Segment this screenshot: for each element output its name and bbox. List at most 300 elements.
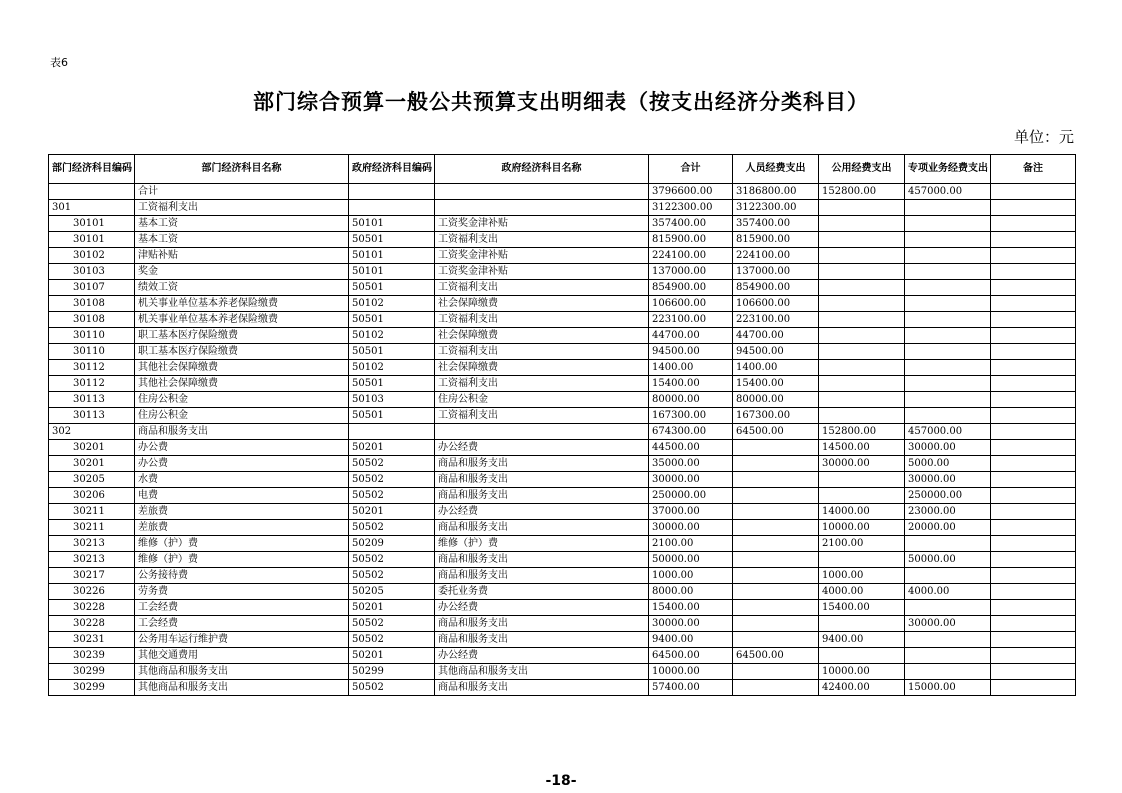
table-row (49, 232, 1076, 248)
cell-total: 815900.00 (649, 232, 733, 248)
cell-personnel (733, 472, 819, 488)
cell-gov-code (349, 200, 435, 216)
cell-gov-code: 50501 (349, 232, 435, 248)
unit-label: 单位：元 (1013, 128, 1074, 146)
cell-dept-name: 公务接待费 (135, 568, 349, 584)
cell-special (905, 648, 991, 664)
cell-gov-code: 50501 (349, 376, 435, 392)
cell-remark (991, 456, 1076, 472)
cell-total: 80000.00 (649, 392, 733, 408)
cell-gov-code: 50201 (349, 504, 435, 520)
header-remark: 备注 (991, 155, 1076, 184)
cell-total: 224100.00 (649, 248, 733, 264)
cell-special: 23000.00 (905, 504, 991, 520)
cell-public (819, 296, 905, 312)
cell-dept-name: 其他商品和服务支出 (135, 680, 349, 696)
cell-personnel: 106600.00 (733, 296, 819, 312)
cell-public (819, 264, 905, 280)
cell-public: 9400.00 (819, 632, 905, 648)
cell-total: 2100.00 (649, 536, 733, 552)
cell-dept-name: 奖金 (135, 264, 349, 280)
cell-total: 3122300.00 (649, 200, 733, 216)
cell-special (905, 664, 991, 680)
cell-total: 357400.00 (649, 216, 733, 232)
table-row (49, 216, 1076, 232)
cell-remark (991, 344, 1076, 360)
cell-public: 14500.00 (819, 440, 905, 456)
cell-remark (991, 184, 1076, 200)
cell-gov-name: 工资福利支出 (435, 232, 649, 248)
cell-gov-name: 办公经费 (435, 648, 649, 664)
cell-gov-code: 50205 (349, 584, 435, 600)
cell-dept-code: 30231 (49, 632, 135, 648)
table-row (49, 424, 1076, 440)
cell-total: 106600.00 (649, 296, 733, 312)
cell-dept-name: 维修（护）费 (135, 536, 349, 552)
cell-gov-code: 50501 (349, 344, 435, 360)
cell-personnel: 815900.00 (733, 232, 819, 248)
cell-total: 44500.00 (649, 440, 733, 456)
cell-remark (991, 200, 1076, 216)
cell-dept-code: 30211 (49, 520, 135, 536)
cell-public (819, 408, 905, 424)
table-row (49, 392, 1076, 408)
cell-total: 1400.00 (649, 360, 733, 376)
cell-public (819, 616, 905, 632)
cell-gov-code: 50299 (349, 664, 435, 680)
cell-gov-code: 50501 (349, 312, 435, 328)
table-row (49, 632, 1076, 648)
cell-dept-code: 30213 (49, 536, 135, 552)
cell-remark (991, 568, 1076, 584)
cell-remark (991, 600, 1076, 616)
cell-dept-name: 其他商品和服务支出 (135, 664, 349, 680)
cell-remark (991, 648, 1076, 664)
cell-remark (991, 392, 1076, 408)
cell-remark (991, 296, 1076, 312)
cell-personnel (733, 440, 819, 456)
table-row (49, 360, 1076, 376)
cell-public (819, 392, 905, 408)
table-row (49, 328, 1076, 344)
cell-remark (991, 504, 1076, 520)
cell-total: 674300.00 (649, 424, 733, 440)
table-row (49, 680, 1076, 696)
cell-gov-name (435, 184, 649, 200)
cell-dept-name: 工会经费 (135, 600, 349, 616)
cell-dept-code: 30113 (49, 408, 135, 424)
cell-dept-code: 30107 (49, 280, 135, 296)
cell-public: 10000.00 (819, 664, 905, 680)
cell-dept-code: 30206 (49, 488, 135, 504)
cell-gov-name: 办公经费 (435, 440, 649, 456)
cell-special (905, 344, 991, 360)
cell-gov-code: 50502 (349, 552, 435, 568)
cell-public: 152800.00 (819, 184, 905, 200)
cell-personnel: 64500.00 (733, 424, 819, 440)
cell-public: 4000.00 (819, 584, 905, 600)
cell-dept-name: 津贴补贴 (135, 248, 349, 264)
table-body (49, 184, 1076, 696)
cell-total: 57400.00 (649, 680, 733, 696)
cell-gov-code (349, 184, 435, 200)
cell-special (905, 328, 991, 344)
cell-personnel: 64500.00 (733, 648, 819, 664)
table-row (49, 488, 1076, 504)
cell-gov-name: 商品和服务支出 (435, 552, 649, 568)
cell-remark (991, 440, 1076, 456)
cell-special: 15000.00 (905, 680, 991, 696)
cell-personnel: 3122300.00 (733, 200, 819, 216)
cell-dept-name: 工资福利支出 (135, 200, 349, 216)
cell-total: 15400.00 (649, 376, 733, 392)
cell-special: 30000.00 (905, 440, 991, 456)
cell-gov-name: 商品和服务支出 (435, 632, 649, 648)
cell-personnel (733, 616, 819, 632)
table-row (49, 472, 1076, 488)
cell-dept-code: 30103 (49, 264, 135, 280)
cell-dept-name: 公务用车运行维护费 (135, 632, 349, 648)
cell-dept-code: 30101 (49, 216, 135, 232)
cell-dept-name: 电费 (135, 488, 349, 504)
cell-public (819, 648, 905, 664)
cell-dept-name: 职工基本医疗保险缴费 (135, 328, 349, 344)
cell-gov-name: 工资福利支出 (435, 280, 649, 296)
cell-gov-name: 商品和服务支出 (435, 680, 649, 696)
table-row (49, 344, 1076, 360)
cell-dept-name: 差旅费 (135, 520, 349, 536)
cell-gov-name: 工资福利支出 (435, 408, 649, 424)
table-row (49, 520, 1076, 536)
cell-special (905, 200, 991, 216)
cell-dept-name: 办公费 (135, 456, 349, 472)
cell-total: 137000.00 (649, 264, 733, 280)
cell-remark (991, 536, 1076, 552)
cell-total: 30000.00 (649, 616, 733, 632)
cell-gov-code: 50502 (349, 520, 435, 536)
cell-gov-code: 50502 (349, 680, 435, 696)
cell-gov-code: 50502 (349, 456, 435, 472)
cell-special (905, 568, 991, 584)
header-gov-code: 政府经济科目编码 (349, 155, 435, 184)
cell-personnel: 223100.00 (733, 312, 819, 328)
cell-public: 152800.00 (819, 424, 905, 440)
cell-personnel: 94500.00 (733, 344, 819, 360)
table-row (49, 584, 1076, 600)
cell-total: 30000.00 (649, 520, 733, 536)
table-row (49, 312, 1076, 328)
table-row (49, 440, 1076, 456)
cell-gov-name: 其他商品和服务支出 (435, 664, 649, 680)
page-title: 部门综合预算一般公共预算支出明细表（按支出经济分类科目） (253, 90, 869, 114)
cell-gov-code: 50201 (349, 440, 435, 456)
cell-remark (991, 472, 1076, 488)
cell-dept-code: 30108 (49, 312, 135, 328)
header-gov-name: 政府经济科目名称 (435, 155, 649, 184)
table-row (49, 552, 1076, 568)
cell-public (819, 376, 905, 392)
cell-gov-code: 50103 (349, 392, 435, 408)
cell-gov-name: 工资福利支出 (435, 344, 649, 360)
cell-personnel (733, 680, 819, 696)
cell-gov-code: 50102 (349, 360, 435, 376)
cell-gov-code: 50101 (349, 264, 435, 280)
cell-special: 457000.00 (905, 424, 991, 440)
cell-remark (991, 424, 1076, 440)
cell-public (819, 472, 905, 488)
cell-total: 50000.00 (649, 552, 733, 568)
cell-dept-name: 其他社会保障缴费 (135, 360, 349, 376)
cell-dept-code: 30211 (49, 504, 135, 520)
cell-special (905, 248, 991, 264)
cell-gov-name: 维修（护）费 (435, 536, 649, 552)
cell-personnel: 3186800.00 (733, 184, 819, 200)
cell-public (819, 344, 905, 360)
cell-dept-code: 302 (49, 424, 135, 440)
cell-gov-name: 委托业务费 (435, 584, 649, 600)
cell-dept-code: 30201 (49, 456, 135, 472)
cell-gov-code: 50102 (349, 328, 435, 344)
cell-gov-name: 办公经费 (435, 504, 649, 520)
cell-personnel: 167300.00 (733, 408, 819, 424)
cell-dept-code: 30205 (49, 472, 135, 488)
cell-dept-code: 30201 (49, 440, 135, 456)
table-row (49, 408, 1076, 424)
cell-gov-name: 工资福利支出 (435, 376, 649, 392)
table-row (49, 616, 1076, 632)
cell-personnel (733, 520, 819, 536)
cell-dept-code: 30228 (49, 616, 135, 632)
cell-total: 15400.00 (649, 600, 733, 616)
cell-special (905, 632, 991, 648)
cell-total: 223100.00 (649, 312, 733, 328)
cell-remark (991, 616, 1076, 632)
cell-dept-code: 30112 (49, 376, 135, 392)
cell-public (819, 360, 905, 376)
cell-gov-code: 50101 (349, 216, 435, 232)
cell-gov-code: 50209 (349, 536, 435, 552)
cell-personnel: 224100.00 (733, 248, 819, 264)
cell-gov-name: 商品和服务支出 (435, 488, 649, 504)
table-row (49, 536, 1076, 552)
cell-total: 250000.00 (649, 488, 733, 504)
cell-personnel: 80000.00 (733, 392, 819, 408)
cell-gov-name: 住房公积金 (435, 392, 649, 408)
table-row (49, 184, 1076, 200)
table-row (49, 568, 1076, 584)
cell-total: 3796600.00 (649, 184, 733, 200)
table-row (49, 648, 1076, 664)
header-public: 公用经费支出 (819, 155, 905, 184)
cell-special: 30000.00 (905, 616, 991, 632)
cell-public: 10000.00 (819, 520, 905, 536)
cell-public (819, 328, 905, 344)
cell-total: 8000.00 (649, 584, 733, 600)
cell-dept-code: 30108 (49, 296, 135, 312)
cell-gov-name (435, 424, 649, 440)
cell-remark (991, 376, 1076, 392)
cell-dept-name: 绩效工资 (135, 280, 349, 296)
cell-gov-name (435, 200, 649, 216)
cell-dept-name: 维修（护）费 (135, 552, 349, 568)
cell-personnel (733, 504, 819, 520)
cell-total: 1000.00 (649, 568, 733, 584)
cell-gov-code: 50502 (349, 488, 435, 504)
cell-special (905, 296, 991, 312)
cell-dept-name: 办公费 (135, 440, 349, 456)
cell-gov-code: 50502 (349, 568, 435, 584)
cell-dept-code: 30299 (49, 664, 135, 680)
cell-personnel (733, 456, 819, 472)
cell-special (905, 392, 991, 408)
cell-dept-name: 住房公积金 (135, 392, 349, 408)
cell-gov-name: 工资福利支出 (435, 312, 649, 328)
table-row (49, 664, 1076, 680)
cell-special (905, 312, 991, 328)
cell-dept-name: 劳务费 (135, 584, 349, 600)
cell-remark (991, 552, 1076, 568)
cell-total: 10000.00 (649, 664, 733, 680)
cell-dept-code: 30110 (49, 328, 135, 344)
header-total: 合计 (649, 155, 733, 184)
cell-public (819, 488, 905, 504)
cell-public (819, 280, 905, 296)
cell-gov-name: 工资奖金津补贴 (435, 264, 649, 280)
cell-remark (991, 488, 1076, 504)
cell-gov-code (349, 424, 435, 440)
table-row (49, 456, 1076, 472)
cell-special (905, 360, 991, 376)
cell-special (905, 376, 991, 392)
cell-personnel: 1400.00 (733, 360, 819, 376)
cell-remark (991, 328, 1076, 344)
cell-personnel (733, 536, 819, 552)
cell-personnel: 44700.00 (733, 328, 819, 344)
cell-remark (991, 248, 1076, 264)
table-row (49, 376, 1076, 392)
table-row (49, 248, 1076, 264)
cell-gov-code: 50502 (349, 632, 435, 648)
cell-personnel: 137000.00 (733, 264, 819, 280)
header-special: 专项业务经费支出 (905, 155, 991, 184)
cell-personnel (733, 600, 819, 616)
cell-special: 20000.00 (905, 520, 991, 536)
cell-special: 4000.00 (905, 584, 991, 600)
cell-dept-code: 30101 (49, 232, 135, 248)
cell-dept-name: 基本工资 (135, 216, 349, 232)
cell-remark (991, 216, 1076, 232)
cell-remark (991, 408, 1076, 424)
cell-remark (991, 232, 1076, 248)
table-row (49, 600, 1076, 616)
table-header (49, 155, 1076, 184)
cell-dept-name: 职工基本医疗保险缴费 (135, 344, 349, 360)
cell-public: 2100.00 (819, 536, 905, 552)
cell-gov-code: 50502 (349, 472, 435, 488)
cell-dept-name: 基本工资 (135, 232, 349, 248)
cell-dept-code: 30299 (49, 680, 135, 696)
cell-special (905, 264, 991, 280)
cell-public (819, 312, 905, 328)
cell-total: 64500.00 (649, 648, 733, 664)
cell-dept-name: 合计 (135, 184, 349, 200)
cell-special (905, 536, 991, 552)
cell-dept-name: 机关事业单位基本养老保险缴费 (135, 296, 349, 312)
cell-public: 30000.00 (819, 456, 905, 472)
cell-gov-name: 商品和服务支出 (435, 616, 649, 632)
table-row (49, 296, 1076, 312)
cell-personnel: 357400.00 (733, 216, 819, 232)
cell-total: 35000.00 (649, 456, 733, 472)
table-row (49, 280, 1076, 296)
cell-personnel (733, 488, 819, 504)
cell-public: 15400.00 (819, 600, 905, 616)
cell-gov-name: 工资奖金津补贴 (435, 248, 649, 264)
cell-dept-code: 30110 (49, 344, 135, 360)
cell-remark (991, 312, 1076, 328)
cell-gov-name: 社会保障缴费 (435, 360, 649, 376)
cell-total: 44700.00 (649, 328, 733, 344)
cell-remark (991, 632, 1076, 648)
table-number-label: 表6 (50, 56, 68, 69)
cell-public (819, 248, 905, 264)
cell-gov-code: 50201 (349, 648, 435, 664)
cell-public (819, 552, 905, 568)
table-row (49, 200, 1076, 216)
cell-remark (991, 360, 1076, 376)
cell-special (905, 600, 991, 616)
cell-gov-name: 工资奖金津补贴 (435, 216, 649, 232)
cell-gov-code: 50502 (349, 616, 435, 632)
cell-special: 50000.00 (905, 552, 991, 568)
cell-special: 30000.00 (905, 472, 991, 488)
cell-gov-name: 社会保障缴费 (435, 328, 649, 344)
cell-public (819, 200, 905, 216)
table-row (49, 504, 1076, 520)
cell-dept-name: 商品和服务支出 (135, 424, 349, 440)
cell-dept-code: 30217 (49, 568, 135, 584)
cell-dept-name: 水费 (135, 472, 349, 488)
cell-public: 14000.00 (819, 504, 905, 520)
cell-dept-code: 30239 (49, 648, 135, 664)
cell-remark (991, 664, 1076, 680)
cell-personnel: 854900.00 (733, 280, 819, 296)
cell-personnel (733, 552, 819, 568)
cell-dept-code: 30213 (49, 552, 135, 568)
cell-public: 1000.00 (819, 568, 905, 584)
cell-dept-code: 30113 (49, 392, 135, 408)
cell-personnel: 15400.00 (733, 376, 819, 392)
cell-special (905, 216, 991, 232)
cell-gov-name: 商品和服务支出 (435, 456, 649, 472)
cell-dept-code (49, 184, 135, 200)
cell-total: 854900.00 (649, 280, 733, 296)
cell-gov-name: 商品和服务支出 (435, 520, 649, 536)
cell-total: 37000.00 (649, 504, 733, 520)
cell-remark (991, 680, 1076, 696)
cell-gov-name: 社会保障缴费 (435, 296, 649, 312)
cell-gov-code: 50201 (349, 600, 435, 616)
cell-gov-name: 商品和服务支出 (435, 568, 649, 584)
cell-dept-name: 工会经费 (135, 616, 349, 632)
cell-gov-code: 50501 (349, 408, 435, 424)
cell-special: 457000.00 (905, 184, 991, 200)
cell-remark (991, 280, 1076, 296)
page-number: -18- (545, 773, 577, 789)
header-row (49, 155, 1076, 184)
cell-special (905, 408, 991, 424)
cell-special: 5000.00 (905, 456, 991, 472)
